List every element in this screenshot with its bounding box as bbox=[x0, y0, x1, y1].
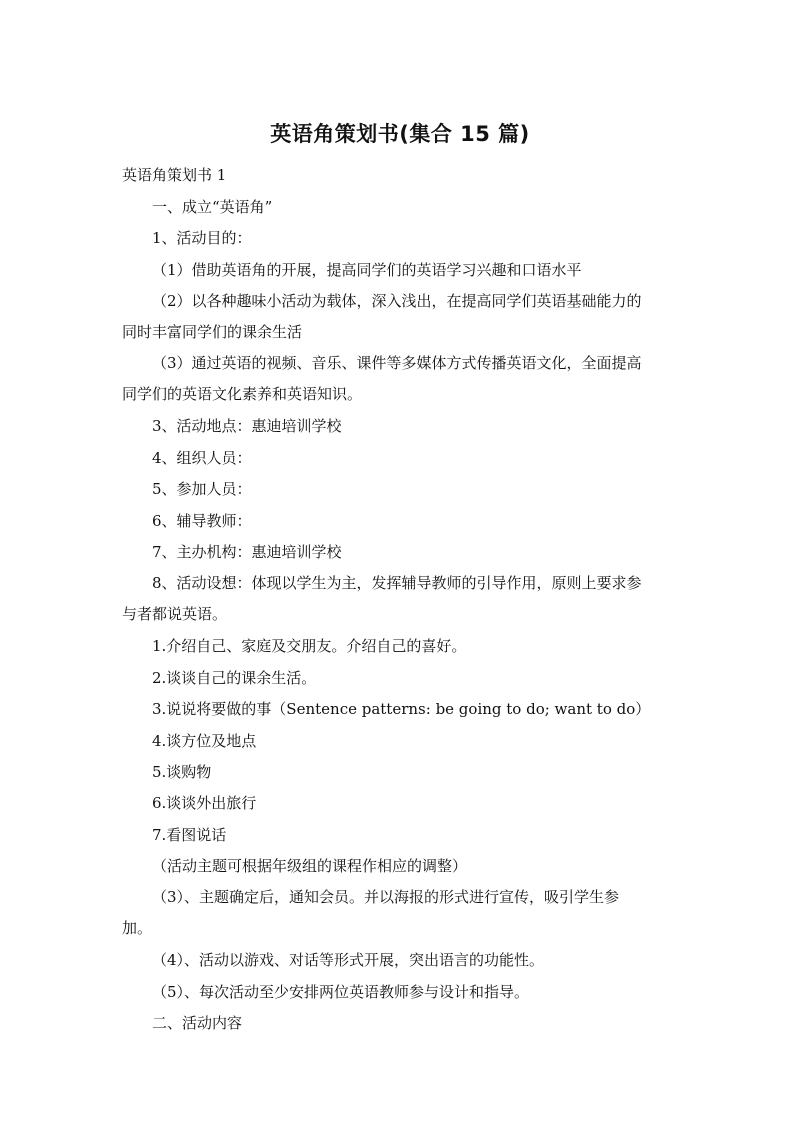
paragraph-line: 8、活动设想：体现以学生为主，发挥辅导教师的引导作用，原则上要求参 bbox=[152, 574, 642, 592]
paragraph-line: 4.谈方位及地点 bbox=[152, 732, 257, 750]
paragraph-line: 7.看图说话 bbox=[152, 826, 227, 844]
paragraph-line: （5）、每次活动至少安排两位英语教师参与设计和指导。 bbox=[152, 983, 530, 1001]
paragraph-line: 1.介绍自己、家庭及交朋友。介绍自己的喜好。 bbox=[152, 637, 467, 655]
paragraph-line: 6.谈谈外出旅行 bbox=[152, 794, 257, 812]
document-title: 英语角策划书(集合 15 篇) bbox=[270, 122, 530, 146]
paragraph-line: 5、参加人员： bbox=[152, 480, 252, 498]
paragraph-line: （1）借助英语角的开展，提高同学们的英语学习兴趣和口语水平 bbox=[152, 261, 582, 279]
paragraph-line: （活动主题可根据年级组的课程作相应的调整） bbox=[152, 857, 468, 875]
paragraph-line: 加。 bbox=[122, 919, 153, 937]
section-heading: 英语角策划书 1 bbox=[122, 166, 227, 184]
section-heading: 二、活动内容 bbox=[152, 1014, 243, 1032]
paragraph-line: 7、主办机构：惠迪培训学校 bbox=[152, 543, 342, 561]
paragraph-line: （4）、活动以游戏、对话等形式开展，突出语言的功能性。 bbox=[152, 951, 545, 969]
paragraph-line: 同时丰富同学们的课余生活 bbox=[122, 323, 303, 341]
paragraph-line: 1、活动目的： bbox=[152, 229, 252, 247]
paragraph-line: 同学们的英语文化素养和英语知识。 bbox=[122, 385, 363, 403]
paragraph-line: （2）以各种趣味小活动为载体，深入浅出，在提高同学们英语基础能力的 bbox=[152, 292, 642, 310]
paragraph-line: 2.谈谈自己的课余生活。 bbox=[152, 669, 317, 687]
paragraph-line: （3）通过英语的视频、音乐、课件等多媒体方式传播英语文化，全面提高 bbox=[152, 354, 642, 372]
paragraph-line: 4、组织人员： bbox=[152, 449, 252, 467]
paragraph-line: 3.说说将要做的事（Sentence patterns: be going to do; want to do） bbox=[152, 700, 651, 718]
paragraph-line: 3、活动地点：惠迪培训学校 bbox=[152, 417, 342, 435]
paragraph-line: 6、辅导教师： bbox=[152, 512, 252, 530]
paragraph-line: 5.谈购物 bbox=[152, 763, 212, 781]
paragraph-line: 与者都说英语。 bbox=[122, 605, 228, 623]
paragraph-line: 一、成立“英语角” bbox=[152, 198, 273, 216]
paragraph-line: （3）、主题确定后，通知会员。并以海报的形式进行宣传，吸引学生参 bbox=[152, 888, 620, 906]
